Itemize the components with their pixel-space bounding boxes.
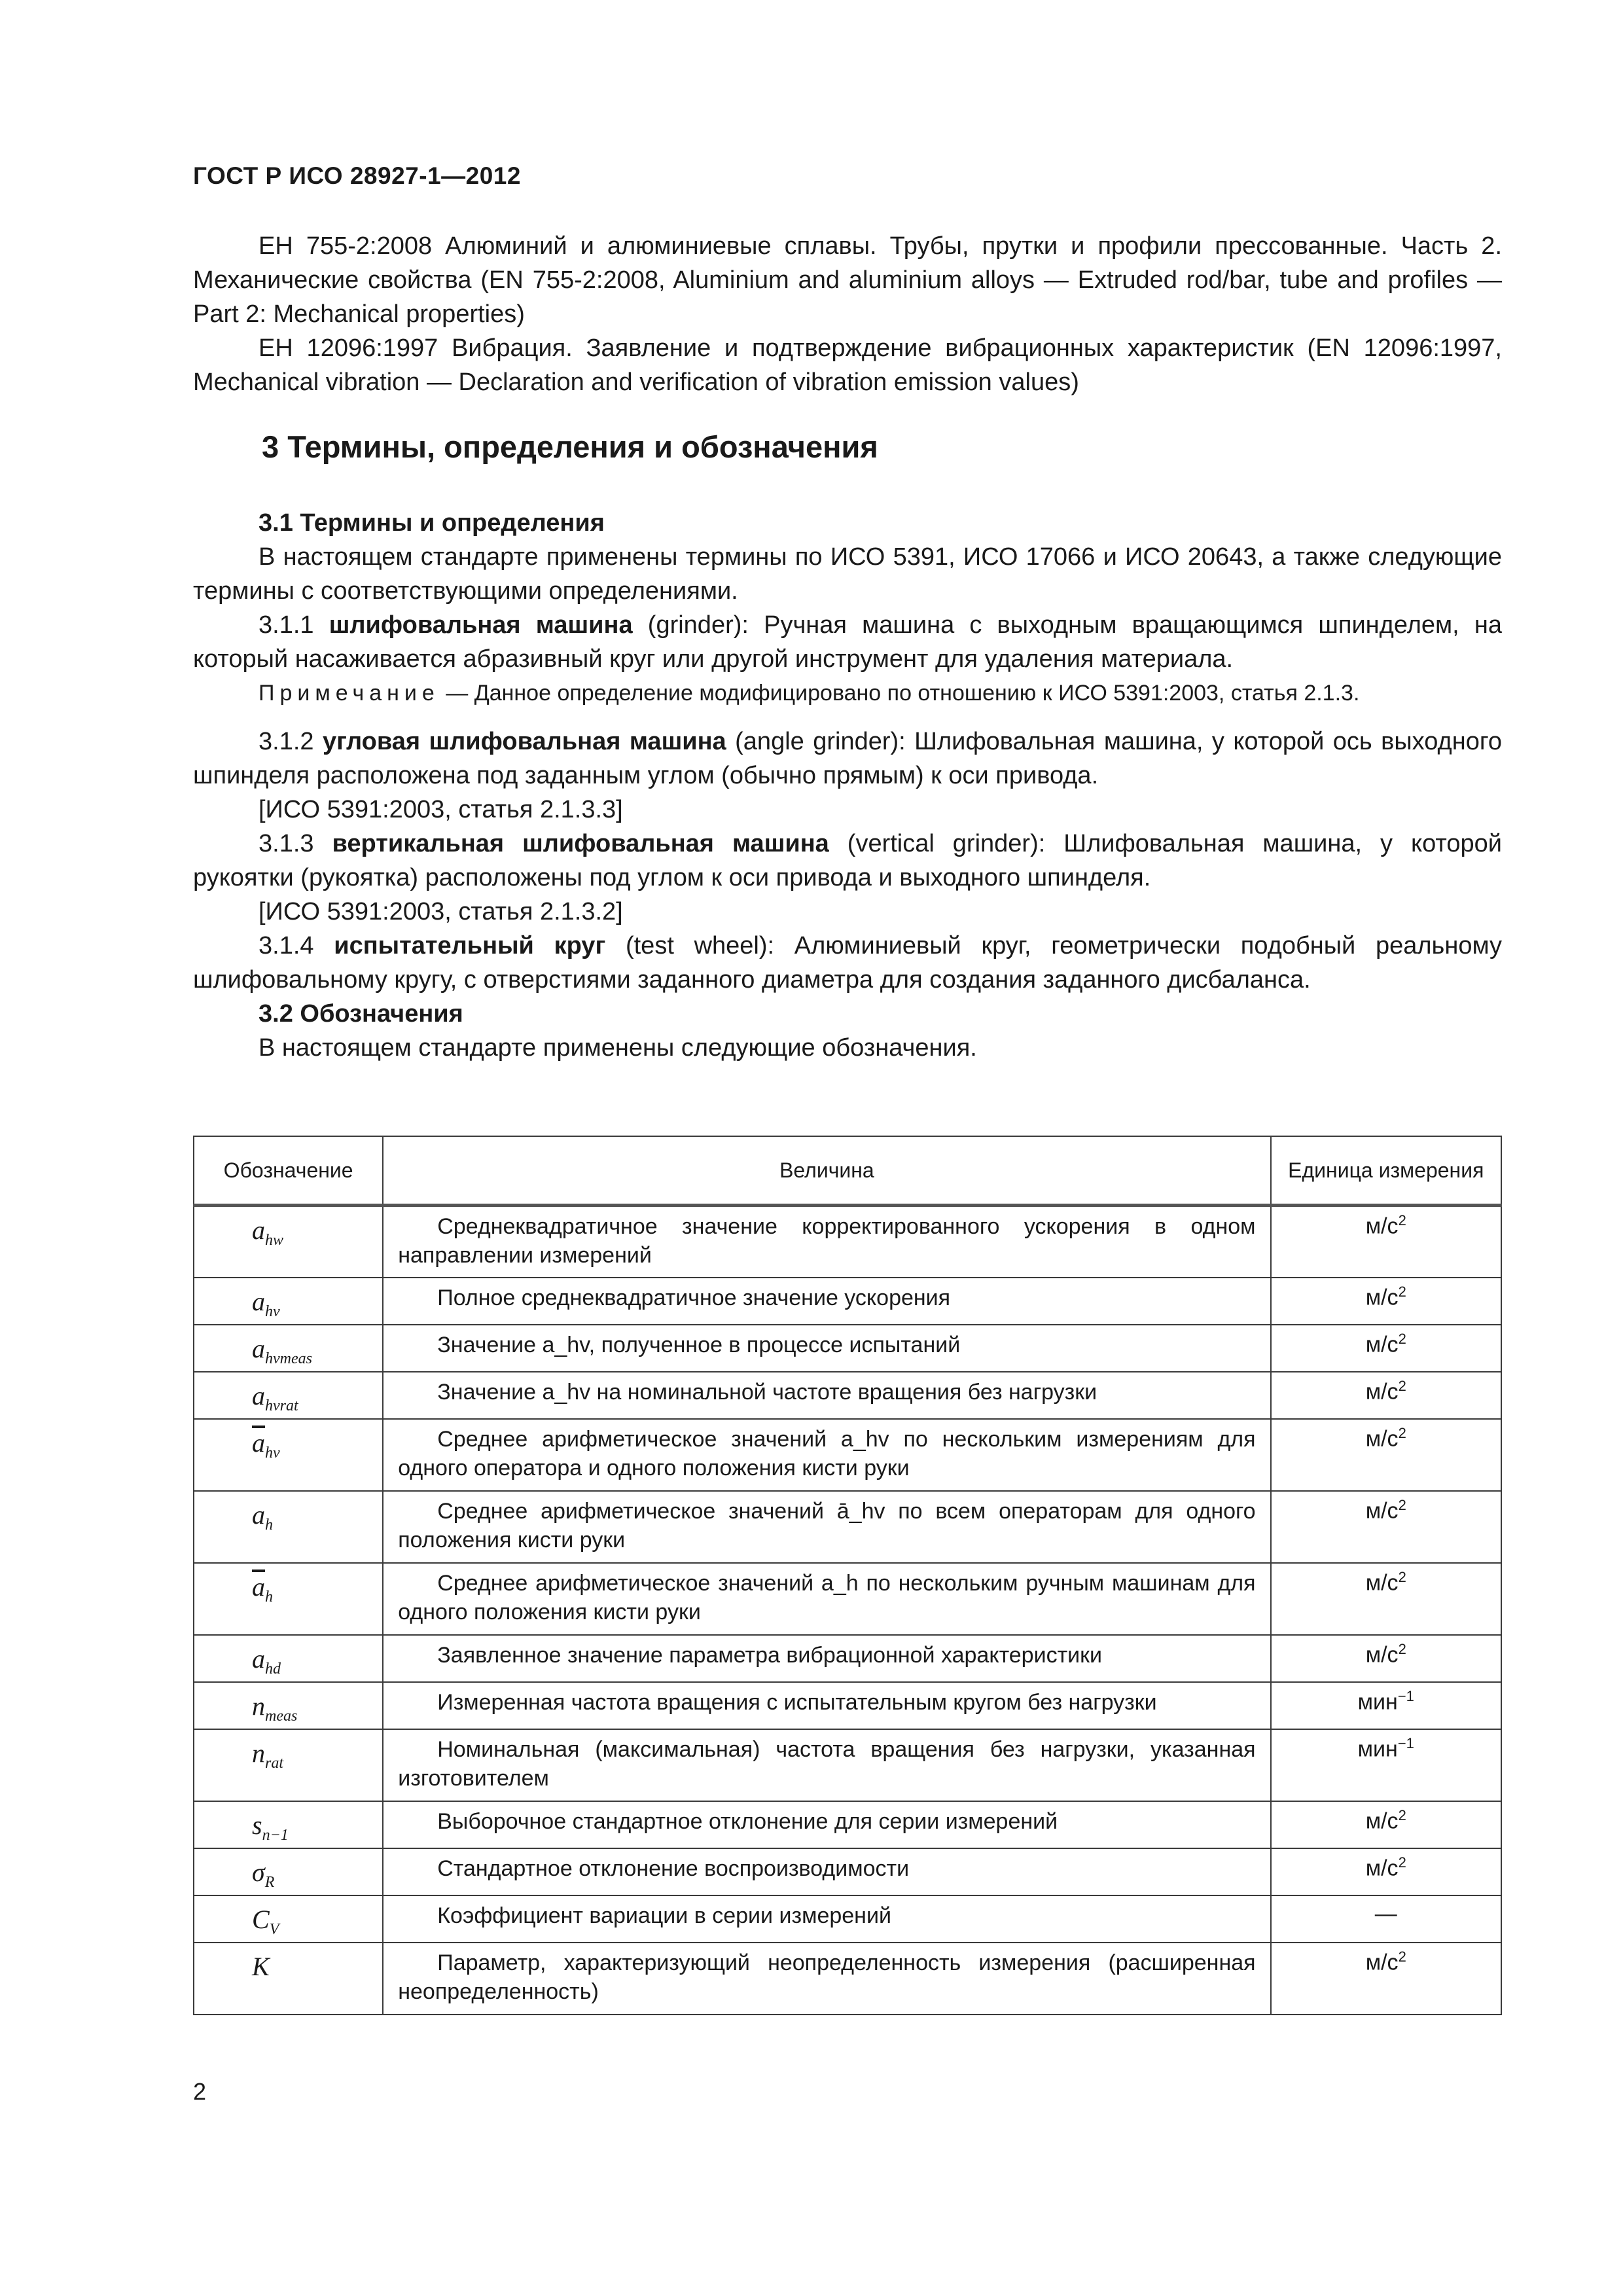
table-row <box>194 1895 1501 1943</box>
unit-exponent: 2 <box>1398 1212 1406 1229</box>
term-definition: (angle grinder): Шлифовальная машина, у которой ось выходного шпинделя расположена под заданным углом (обычно прямым) к оси привода. <box>193 728 1502 789</box>
symbol-letter: n <box>252 1738 265 1768</box>
symbol-subscript: meas <box>265 1707 298 1725</box>
symbol-letter: σ <box>252 1857 265 1887</box>
term-number: 3.1.2 <box>259 728 314 755</box>
term-number: 3.1.4 <box>259 932 314 960</box>
table-row <box>194 1419 1501 1491</box>
term-name: угловая шлифовальная машина <box>323 728 726 755</box>
term-3-1-3 <box>193 827 1502 895</box>
section-3-2-intro: В настоящем стандарте применены следующие обозначения. <box>259 1034 977 1062</box>
table-row <box>194 1801 1501 1848</box>
quantity-cell <box>383 1729 1270 1801</box>
unit-text: м/с <box>1365 1378 1399 1404</box>
symbol-letter: K <box>252 1951 270 1981</box>
symbol-subscript: n−1 <box>262 1826 289 1844</box>
section-3-title: 3 Термины, определения и обозначения <box>262 429 878 464</box>
unit-text: м/с <box>1365 1331 1399 1357</box>
symbol-cell <box>194 1491 383 1563</box>
symbol-cell <box>194 1801 383 1848</box>
unit-cell <box>1271 1943 1501 2015</box>
quantity-cell <box>383 1943 1270 2015</box>
symbol-subscript: V <box>269 1920 279 1938</box>
quantity-cell <box>383 1419 1270 1491</box>
term-3-1-3-source: [ИСО 5391:2003, статья 2.1.3.2] <box>259 898 623 925</box>
table-row <box>194 1943 1501 2015</box>
symbol-subscript: hv <box>265 1444 280 1462</box>
quantity-text: Коэффициент вариации в серии измерений <box>437 1903 891 1928</box>
table-row <box>194 1729 1501 1801</box>
term-3-1-1 <box>193 608 1502 676</box>
symbol-letter: a <box>252 1215 265 1245</box>
unit-text: м/с <box>1365 1570 1399 1595</box>
document-header-code: ГОСТ Р ИСО 28927-1—2012 <box>193 162 521 189</box>
header-symbol: Обозначение <box>194 1136 383 1206</box>
unit-cell <box>1271 1801 1501 1848</box>
unit-text: — <box>1374 1901 1397 1926</box>
symbol-letter: a <box>252 1380 265 1410</box>
unit-cell <box>1271 1372 1501 1419</box>
quantity-text: Значение a_hv, полученное в процессе испытаний <box>437 1332 961 1357</box>
quantity-text: Среднее арифметическое значений ā_hv по всем операторам для одного положения кисти руки <box>398 1498 1256 1552</box>
symbol-subscript: hd <box>265 1660 281 1677</box>
note-text: — Данное определение модифицировано по отношению к ИСО 5391:2003, статья 2.1.3. <box>439 681 1360 706</box>
unit-text: м/с <box>1365 1213 1399 1239</box>
page-number: 2 <box>193 2078 207 2105</box>
quantity-text: Параметр, характеризующий неопределенность измерения (расширенная неопределенность) <box>398 1950 1256 2004</box>
symbol-cell <box>194 1682 383 1729</box>
term-definition: (grinder): Ручная машина с выходным вращающимся шпинделем, на который насаживается абразивный круг или другой инструмент для удаления материала. <box>193 611 1502 673</box>
unit-exponent: 2 <box>1398 1640 1406 1657</box>
symbol-cell <box>194 1848 383 1895</box>
unit-exponent: −1 <box>1397 1687 1414 1704</box>
quantity-text: Значение a_hv на номинальной частоте вращения без нагрузки <box>437 1379 1097 1405</box>
symbol-cell <box>194 1278 383 1325</box>
quantity-text: Стандартное отклонение воспроизводимости <box>437 1856 910 1881</box>
unit-text: м/с <box>1365 1855 1399 1880</box>
symbol-letter: n <box>252 1691 265 1721</box>
quantity-cell <box>383 1801 1270 1848</box>
symbol-letter: s <box>252 1810 262 1840</box>
unit-exponent: 2 <box>1398 1377 1406 1394</box>
symbol-subscript: hw <box>265 1232 284 1249</box>
term-definition: (vertical grinder): Шлифовальная машина, у которой рукоятки (рукоятка) расположены под углом к оси привода и выходного шпинделя. <box>193 830 1502 891</box>
note-label: Примечание <box>259 681 440 706</box>
reference-en12096: ЕН 12096:1997 Вибрация. Заявление и подтверждение вибрационных характеристик (EN 12096:1997, Mechanical vibration — Declaration and verification of vibration emission values) <box>193 334 1502 396</box>
unit-text: м/с <box>1365 1284 1399 1310</box>
unit-exponent: 2 <box>1398 1806 1406 1823</box>
quantity-text: Номинальная (максимальная) частота вращения без нагрузки, указанная изготовителем <box>398 1736 1256 1791</box>
unit-cell <box>1271 1563 1501 1635</box>
quantity-cell <box>383 1895 1270 1943</box>
symbol-letter: a <box>252 1286 265 1316</box>
table-row <box>194 1372 1501 1419</box>
unit-exponent: 2 <box>1398 1568 1406 1585</box>
unit-cell <box>1271 1325 1501 1372</box>
table-row <box>194 1325 1501 1372</box>
note <box>193 676 1502 710</box>
unit-cell <box>1271 1491 1501 1563</box>
term-name: шлифовальная машина <box>329 611 633 639</box>
term-definition: (test wheel): Алюминиевый круг, геометрически подобный реальному шлифовальному кругу, с отверстиями заданного диаметра для создания заданного дисбаланса. <box>193 932 1503 994</box>
term-number: 3.1.3 <box>259 830 314 857</box>
unit-text: м/с <box>1365 1641 1399 1667</box>
unit-text: мин <box>1357 1736 1398 1761</box>
table-row <box>194 1278 1501 1325</box>
table-row <box>194 1206 1501 1278</box>
symbol-cell <box>194 1372 383 1419</box>
symbol-subscript: h <box>265 1516 273 1534</box>
section-3-2-title: 3.2 Обозначения <box>259 1000 463 1028</box>
symbol-letter: $\overline{a}$ <box>252 1427 265 1458</box>
term-name: вертикальная шлифовальная машина <box>332 830 829 857</box>
table-row <box>194 1563 1501 1635</box>
symbol-letter: a <box>252 1643 265 1674</box>
quantity-cell <box>383 1563 1270 1635</box>
quantity-text: Среднее арифметическое значений a_h по нескольким ручным машинам для одного положения кисти руки <box>398 1570 1256 1624</box>
quantity-text: Заявленное значение параметра вибрационной характеристики <box>437 1642 1103 1668</box>
symbol-subscript: rat <box>265 1754 284 1772</box>
unit-cell <box>1271 1682 1501 1729</box>
quantity-text: Измеренная частота вращения с испытательным кругом без нагрузки <box>437 1689 1157 1715</box>
unit-cell <box>1271 1278 1501 1325</box>
unit-text: м/с <box>1365 1498 1399 1523</box>
term-name: испытательный круг <box>334 932 606 960</box>
quantity-cell <box>383 1325 1270 1372</box>
term-number: 3.1.1 <box>259 611 314 639</box>
quantity-cell <box>383 1278 1270 1325</box>
symbol-subscript: h <box>265 1588 273 1605</box>
symbol-cell <box>194 1206 383 1278</box>
quantity-cell <box>383 1635 1270 1682</box>
table-row <box>194 1491 1501 1563</box>
unit-exponent: 2 <box>1398 1854 1406 1871</box>
term-3-1-2-source: [ИСО 5391:2003, статья 2.1.3.3] <box>259 796 623 823</box>
term-3-1-2 <box>193 725 1502 793</box>
section-3-1-title: 3.1 Термины и определения <box>259 509 605 537</box>
table-row <box>194 1848 1501 1895</box>
symbols-table <box>193 1136 1502 2015</box>
symbol-subscript: R <box>264 1873 275 1891</box>
unit-cell <box>1271 1895 1501 1943</box>
quantity-text: Полное среднеквадратичное значение ускорения <box>437 1285 951 1310</box>
section-3-1-intro: В настоящем стандарте применены термины по ИСО 5391, ИСО 17066 и ИСО 20643, а также следующие термины с соответствующими определениями. <box>193 543 1502 605</box>
table-body <box>194 1206 1501 2015</box>
unit-text: м/с <box>1365 1949 1399 1975</box>
quantity-text: Среднеквадратичное значение корректированного ускорения в одном направлении измерений <box>398 1214 1256 1268</box>
unit-exponent: −1 <box>1397 1734 1414 1751</box>
unit-text: м/с <box>1365 1426 1399 1451</box>
section-3-body <box>193 506 1502 1065</box>
quantity-cell <box>383 1848 1270 1895</box>
header-quantity: Величина <box>383 1136 1270 1206</box>
header-unit: Единица измерения <box>1271 1136 1501 1206</box>
symbol-letter: C <box>252 1904 270 1934</box>
unit-exponent: 2 <box>1398 1283 1406 1300</box>
quantity-text: Выборочное стандартное отклонение для серии измерений <box>437 1808 1058 1834</box>
unit-cell <box>1271 1848 1501 1895</box>
symbol-subscript: hvmeas <box>265 1350 312 1367</box>
unit-cell <box>1271 1635 1501 1682</box>
normative-references <box>193 229 1502 399</box>
unit-exponent: 2 <box>1398 1424 1406 1441</box>
symbol-subscript: hvrat <box>265 1397 298 1414</box>
symbol-cell <box>194 1325 383 1372</box>
symbol-cell <box>194 1895 383 1943</box>
reference-en755: ЕН 755-2:2008 Алюминий и алюминиевые сплавы. Трубы, прутки и профили прессованные. Часть 2. Механические свойства (EN 755-2:2008, Aluminium and aluminium alloys — Extruded rod/bar, tube and profiles — Part 2: Mechanical properties) <box>193 232 1502 328</box>
symbol-letter: a <box>252 1499 265 1530</box>
quantity-cell <box>383 1491 1270 1563</box>
table-row <box>194 1635 1501 1682</box>
quantity-cell <box>383 1682 1270 1729</box>
symbol-cell <box>194 1729 383 1801</box>
symbol-cell <box>194 1943 383 2015</box>
term-3-1-4 <box>193 929 1502 997</box>
unit-text: мин <box>1357 1689 1398 1714</box>
symbol-letter: $\overline{a}$ <box>252 1571 265 1602</box>
unit-exponent: 2 <box>1398 1948 1406 1965</box>
unit-text: м/с <box>1365 1808 1399 1833</box>
table-header-row <box>194 1136 1501 1206</box>
quantity-cell <box>383 1206 1270 1278</box>
symbol-subscript: hv <box>265 1302 280 1320</box>
unit-cell <box>1271 1419 1501 1491</box>
unit-exponent: 2 <box>1398 1496 1406 1513</box>
symbol-cell <box>194 1563 383 1635</box>
quantity-text: Среднее арифметическое значений a_hv по нескольким измерениям для одного оператора и одного положения кисти руки <box>398 1426 1256 1480</box>
symbol-cell <box>194 1419 383 1491</box>
symbol-cell <box>194 1635 383 1682</box>
unit-exponent: 2 <box>1398 1330 1406 1347</box>
unit-cell <box>1271 1729 1501 1801</box>
unit-cell <box>1271 1206 1501 1278</box>
quantity-cell <box>383 1372 1270 1419</box>
symbol-letter: a <box>252 1333 265 1363</box>
table-row <box>194 1682 1501 1729</box>
